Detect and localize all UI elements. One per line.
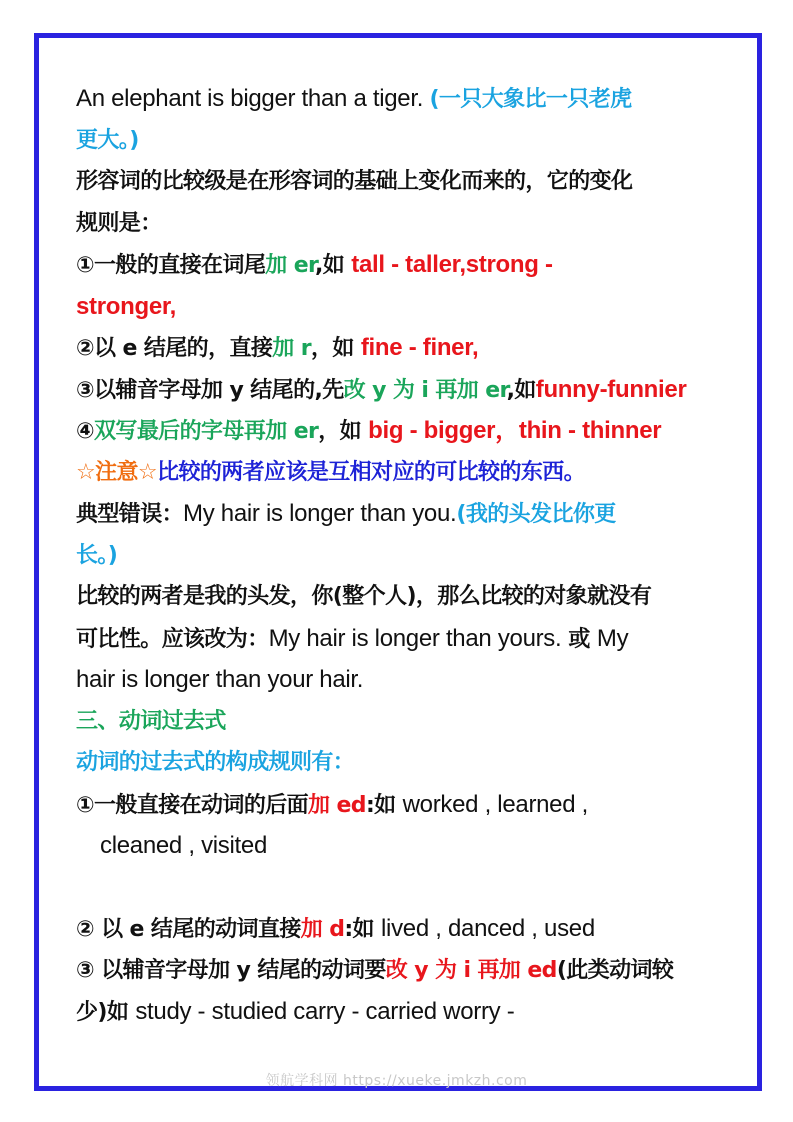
past-rule-2	[76, 908, 726, 950]
past-rule-2-method: 加 d	[300, 917, 345, 942]
note-line	[76, 452, 726, 494]
note-text: 比较的两者应该是互相对应的可比较的东西。	[157, 459, 586, 485]
correction-line	[76, 618, 726, 660]
blank-line	[76, 867, 726, 909]
past-rule-1-text: ①一般直接在动词的后面	[76, 792, 309, 818]
past-rule-1-examples-cont: cleaned , visited	[100, 832, 268, 859]
correction-label: 可比性。应该改为：	[76, 626, 269, 652]
section-title: 三、动词过去式	[76, 708, 226, 734]
past-rule-2-text: ② 以 e 结尾的动词直接	[76, 917, 301, 942]
line-rule-intro	[76, 161, 726, 203]
rule-4-num: ④	[76, 419, 95, 444]
line-example-sentence	[76, 78, 726, 120]
typical-error-label: 典型错误：	[76, 502, 184, 527]
rule-2-examples: fine - finer,	[360, 334, 479, 361]
rule-1-method: 加 er	[265, 253, 316, 278]
line-rule-intro-cont	[76, 203, 726, 245]
typical-error-sentence: My hair is longer than you.	[183, 500, 457, 527]
past-rule-3-note-cont: 少)如	[76, 1000, 136, 1025]
past-rule-3-examples: study - studied carry - carried worry -	[135, 998, 515, 1025]
past-rule-2-sep: :如	[344, 917, 382, 942]
correction-sentence-2-end: hair is longer than your hair.	[76, 666, 364, 693]
past-rule-3-method: 改 y 为 i 再加 ed	[385, 957, 557, 983]
correction-sentence-1: My hair is longer than yours.	[268, 624, 562, 652]
typical-error-line	[76, 493, 726, 535]
past-rule-1	[76, 784, 726, 826]
typical-error-translation: (我的头发比你更	[456, 502, 616, 527]
rule-3	[76, 369, 726, 411]
rule-3-sep: ,如	[506, 377, 536, 403]
rule-1-sep: ,如	[315, 253, 352, 278]
line-translation-cont	[76, 120, 726, 162]
rule-3-text: ③以辅音字母加 y 结尾的,先	[76, 377, 344, 403]
rule-1-examples-cont: stronger,	[76, 292, 176, 320]
rule-1-examples: tall - taller,strong -	[351, 251, 553, 278]
section-heading	[76, 701, 726, 743]
rule-1-text: ①一般的直接在词尾	[76, 253, 266, 278]
past-rule-3	[76, 950, 726, 992]
past-rule-3-note: (此类动词较	[556, 957, 674, 983]
chinese-translation: (一只大象比一只老虎	[429, 87, 632, 112]
correction-sentence-2-start: My	[596, 624, 629, 652]
rule-2-sep: ，如	[311, 336, 361, 361]
document-body	[76, 78, 726, 1033]
rule-intro-text: 形容词的比较级是在形容词的基础上变化而来的，它的变化	[76, 169, 633, 194]
rule-3-examples: funny-funnier	[535, 375, 687, 403]
correction-or: 或	[561, 626, 597, 652]
rule-intro-text-cont: 规则是：	[76, 210, 162, 236]
rule-1	[76, 244, 726, 286]
rule-4-examples: big - bigger，thin - thinner	[368, 417, 662, 444]
rule-2-method: 加 r	[272, 336, 311, 361]
past-rule-1-examples: worked , learned ,	[402, 790, 589, 818]
note-label: ☆注意☆	[76, 459, 158, 485]
past-tense-intro	[76, 742, 726, 784]
rule-4-method: 双写最后的字母再加 er	[94, 419, 319, 444]
past-rule-1-cont	[76, 825, 726, 867]
past-rule-1-sep: :如	[365, 792, 403, 818]
watermark: 领航学科网 https://xueke.jmkzh.com	[265, 1073, 528, 1089]
explanation-text: 比较的两者是我的头发，你(整个人)，那么比较的对象就没有	[76, 584, 652, 609]
past-rule-2-examples: lived , danced , used	[381, 915, 595, 942]
rule-3-method: 改 y 为 i 再加 er	[343, 377, 507, 403]
past-rule-3-cont	[76, 991, 726, 1033]
rule-2	[76, 327, 726, 369]
typical-error-translation-cont: 长。)	[76, 542, 118, 568]
correction-cont	[76, 659, 726, 701]
explanation-line	[76, 576, 726, 618]
past-tense-intro-text: 动词的过去式的构成规则有：	[76, 750, 355, 775]
typical-error-cont	[76, 535, 726, 577]
past-rule-3-text: ③ 以辅音字母加 y 结尾的动词要	[76, 957, 386, 983]
rule-2-text: ②以 e 结尾的，直接	[76, 336, 273, 361]
past-rule-1-method: 加 ed	[308, 792, 366, 818]
chinese-translation-cont: 更大。)	[76, 127, 139, 153]
rule-4-sep: ，如	[318, 419, 369, 444]
rule-4	[76, 410, 726, 452]
rule-1-cont	[76, 286, 726, 328]
english-example: An elephant is bigger than a tiger.	[76, 85, 430, 112]
